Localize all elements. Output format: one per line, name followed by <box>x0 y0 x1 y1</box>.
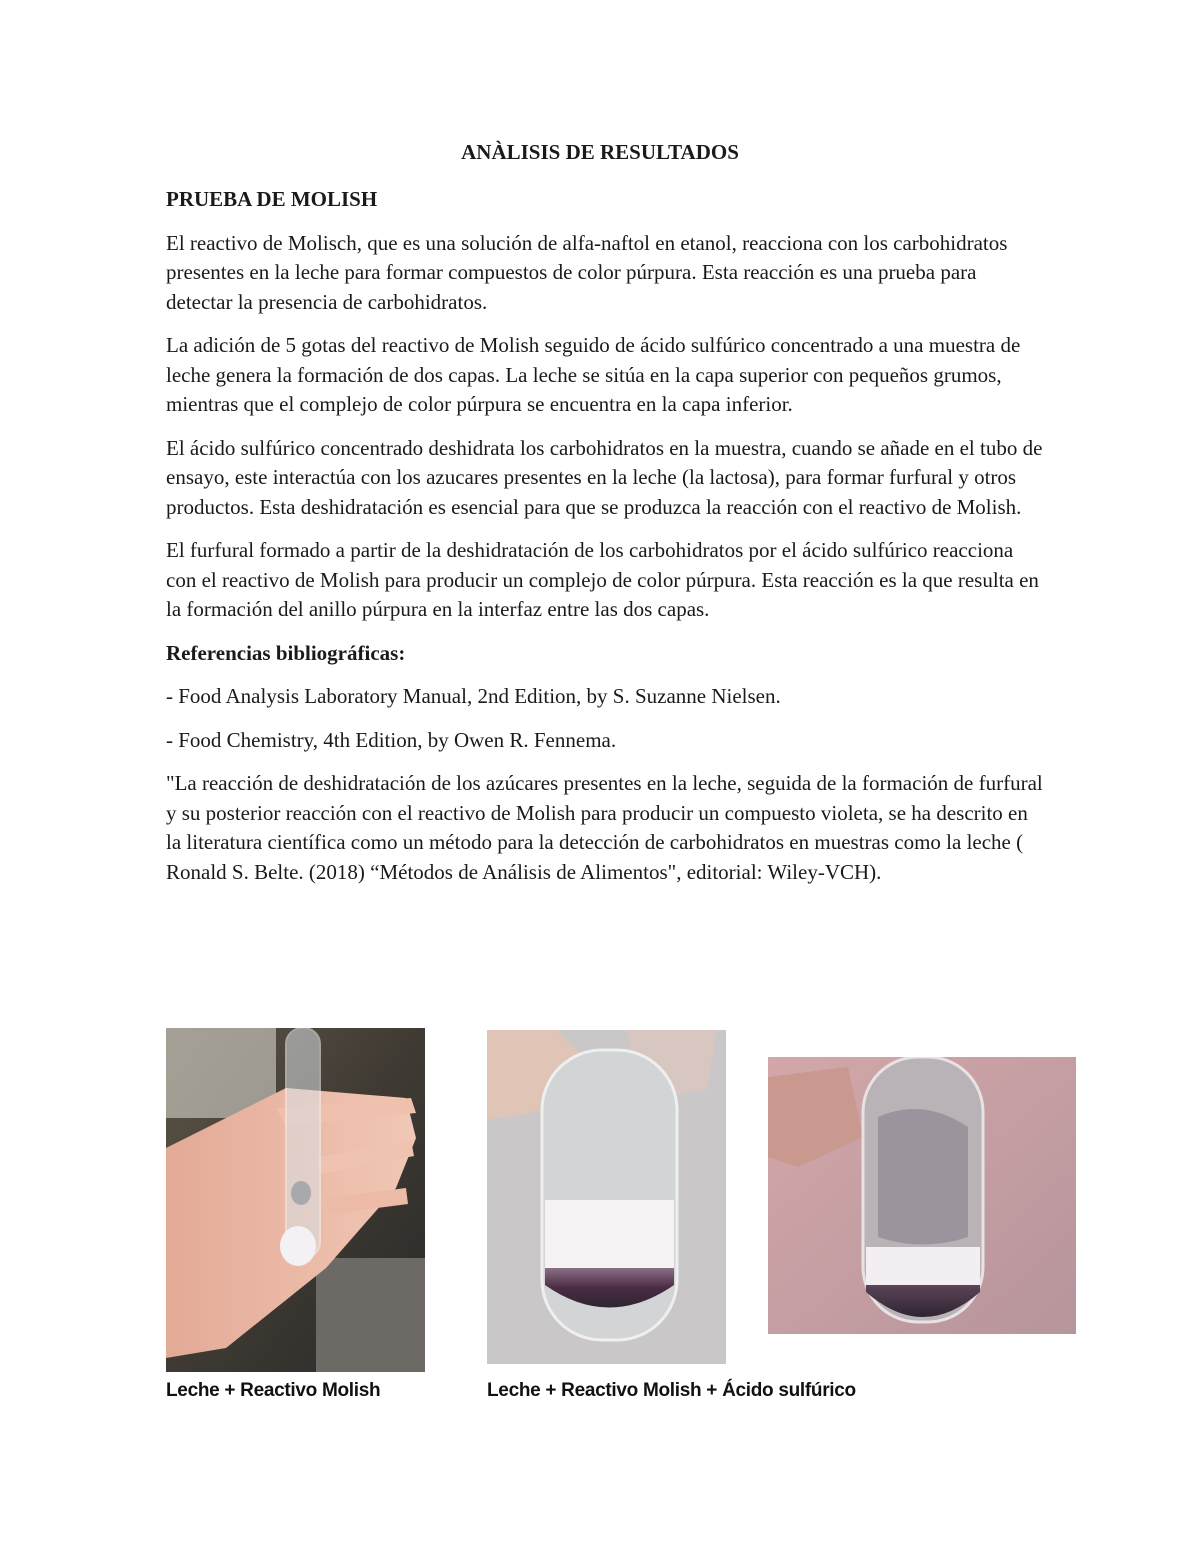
photo-tube-closeup <box>768 1057 1076 1334</box>
caption-2: Leche + Reactivo Molish + Ácido sulfúrico <box>487 1380 856 1401</box>
quote-paragraph: "La reacción de deshidratación de los azúcares presentes en la leche, seguida de la formación de furfural y su posterior reacción con el reactivo de Molish para producir un compuesto violeta, se ha descrito en la literatura científica como un método para la detección de carbohidratos en muestras como la leche ( Ronald S. Belte. (2018) “Métodos de Análisis de Alimentos", editorial: Wiley-VCH). <box>166 771 1043 884</box>
reference-1: - Food Analysis Laboratory Manual, 2nd Edition, by S. Suzanne Nielsen. <box>166 684 781 708</box>
references-heading: Referencias bibliográficas: <box>166 640 406 665</box>
photo-two-layer-tube <box>487 1030 726 1364</box>
caption-1: Leche + Reactivo Molish <box>166 1380 381 1401</box>
photo-hand-test-tube <box>166 1028 425 1372</box>
paragraph-1: El reactivo de Molisch, que es una solución de alfa-naftol en etanol, reacciona con los carbohidratos presentes en la leche para formar compuestos de color púrpura. Esta reacción es una prueba para detectar la presencia de carbohidratos. <box>166 230 1008 314</box>
paragraph-2: La adición de 5 gotas del reactivo de Molish seguido de ácido sulfúrico concentrado a una muestra de leche genera la formación de dos capas. La leche se sitúa en la capa superior con pequeños grumos, mientras que el complejo de color púrpura se encuentra en la capa inferior. <box>166 333 1021 416</box>
body-text <box>166 185 1046 887</box>
paragraph-3: El ácido sulfúrico concentrado deshidrata los carbohidratos en la muestra, cuando se añade en el tubo de ensayo, este interactúa con los azucares presentes en la leche (la lactosa), para formar furfural y otros productos. Esta deshidratación es esencial para que se produzca la reacción con el reactivo de Molish. <box>166 435 1043 519</box>
page-title: ANÀLISIS DE RESULTADOS <box>461 140 739 164</box>
reference-2: - Food Chemistry, 4th Edition, by Owen R. Fennema. <box>166 727 617 752</box>
paragraph-4: El furfural formado a partir de la deshidratación de los carbohidratos por el ácido sulfúrico reacciona con el reactivo de Molish para producir un complejo de color púrpura. Esta reacción es la que resulta en la formación del anillo púrpura en la interfaz entre las dos capas. <box>166 538 1039 621</box>
section-heading: PRUEBA DE MOLISH <box>166 187 378 211</box>
